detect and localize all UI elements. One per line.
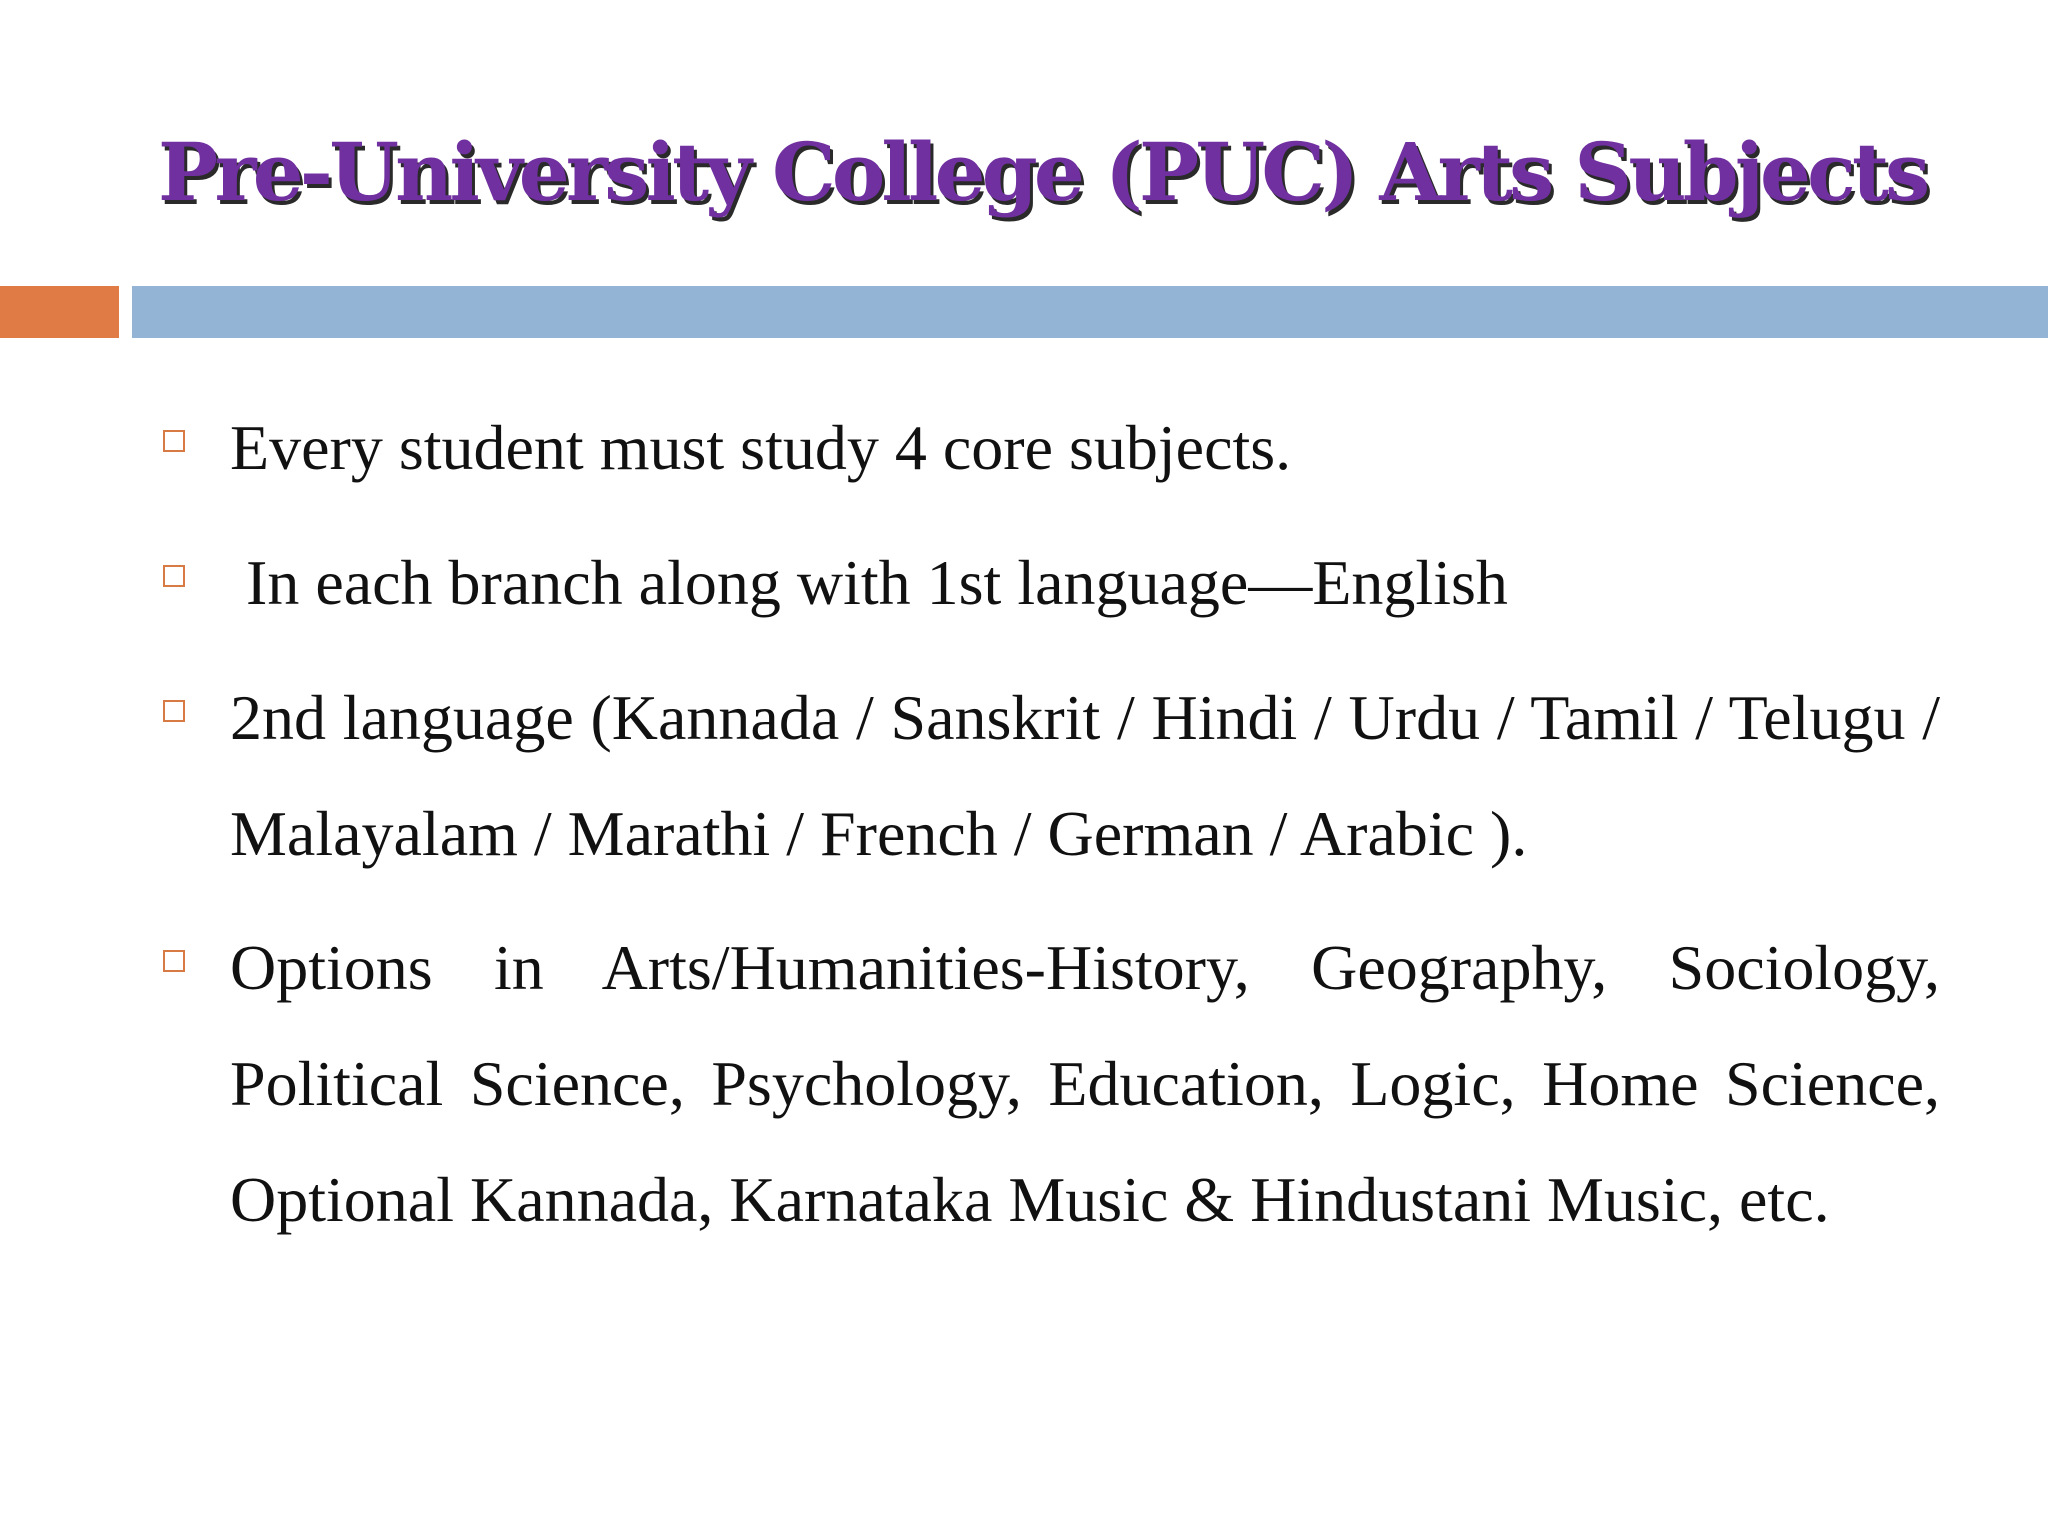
bullet-text: 2nd language (Kannada / Sanskrit / Hindi / Urdu / Tamil / Telugu / Malayalam / Marathi / French / German / Arabic ).	[230, 682, 1940, 869]
bullet-text: Every student must study 4 core subjects.	[230, 412, 1292, 483]
slide-title: Pre-University College (PUC) Arts Subjects	[158, 125, 1927, 219]
hollow-square-icon	[163, 950, 185, 972]
accent-bar-orange	[0, 286, 119, 338]
hollow-square-icon	[163, 430, 185, 452]
hollow-square-icon	[163, 700, 185, 722]
bullet-text: Options in Arts/Humanities-History, Geography, Sociology, Political Science, Psychology, Education, Logic, Home Science, Optional Kannada, Karnataka Music & Hindustani Music, etc.	[230, 932, 1940, 1235]
accent-bar-blue	[132, 286, 2048, 338]
bullet-text: In each branch along with 1st language—English	[246, 547, 1508, 618]
hollow-square-icon	[163, 565, 185, 587]
